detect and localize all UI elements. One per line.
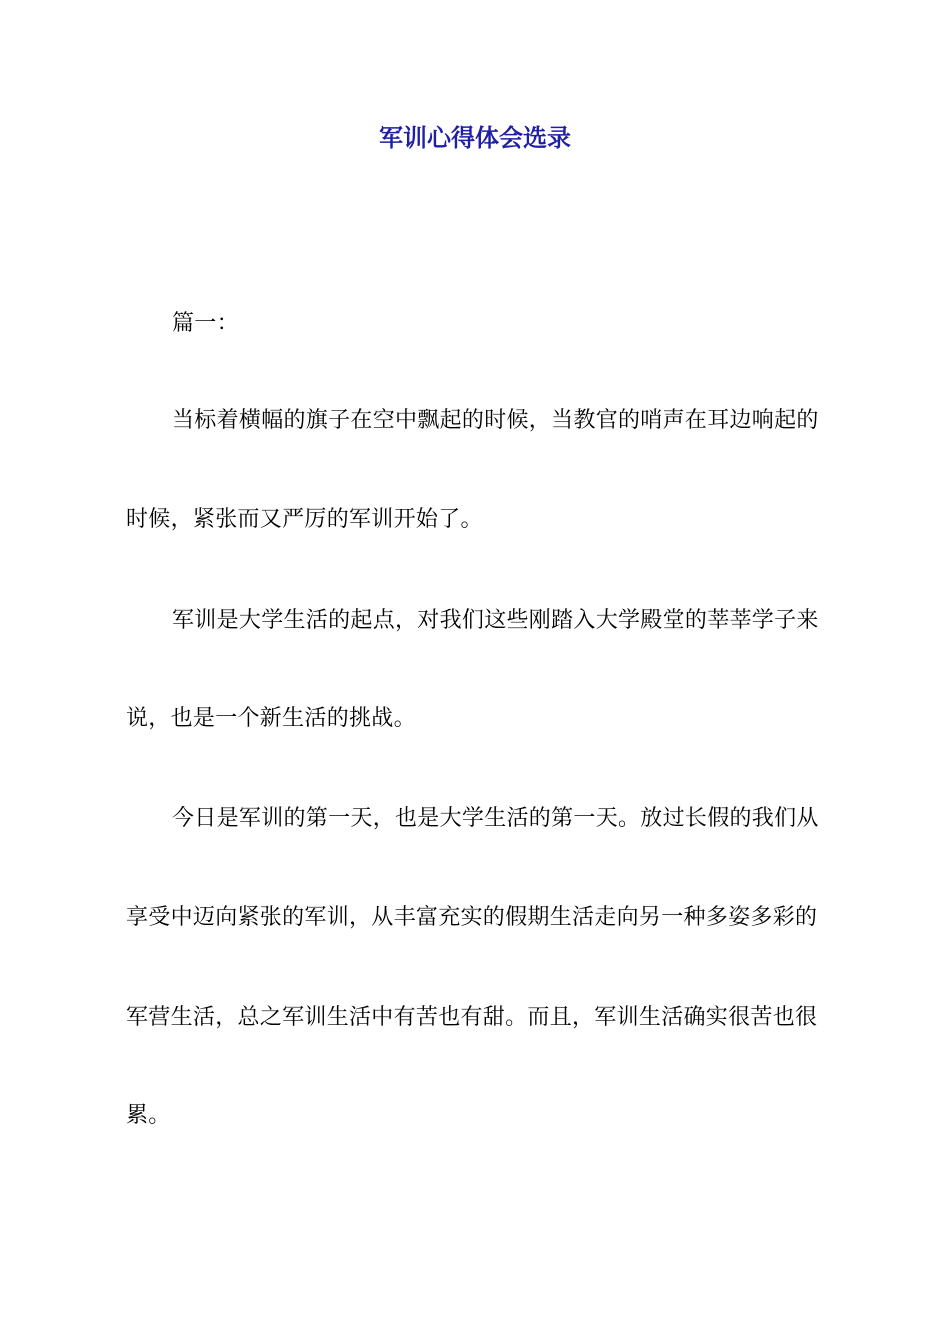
document-title: 军训心得体会选录 [379,124,571,152]
paragraph-3-line-1: 今日是军训的第一天，也是大学生活的第一天。放过长假的我们从 [172,806,819,831]
paragraph-3-line-4: 累。 [126,1103,171,1128]
paragraph-1-line-1: 当标着横幅的旗子在空中飘起的时候，当教官的哨声在耳边响起的 [172,408,819,433]
paragraph-2-line-2: 说，也是一个新生活的挑战。 [126,706,416,731]
paragraph-3-line-3: 军营生活，总之军训生活中有苦也有甜。而且，军训生活确实很苦也很 [126,1005,818,1030]
paragraph-2-line-1: 军训是大学生活的起点，对我们这些刚踏入大学殿堂的莘莘学子来 [172,608,819,633]
paragraph-1-line-2: 时候，紧张而又严厉的军训开始了。 [126,507,483,532]
section-heading: 篇一： [172,311,239,336]
paragraph-3-line-2: 享受中迈向紧张的军训，从丰富充实的假期生活走向另一种多姿多彩的 [126,905,818,930]
